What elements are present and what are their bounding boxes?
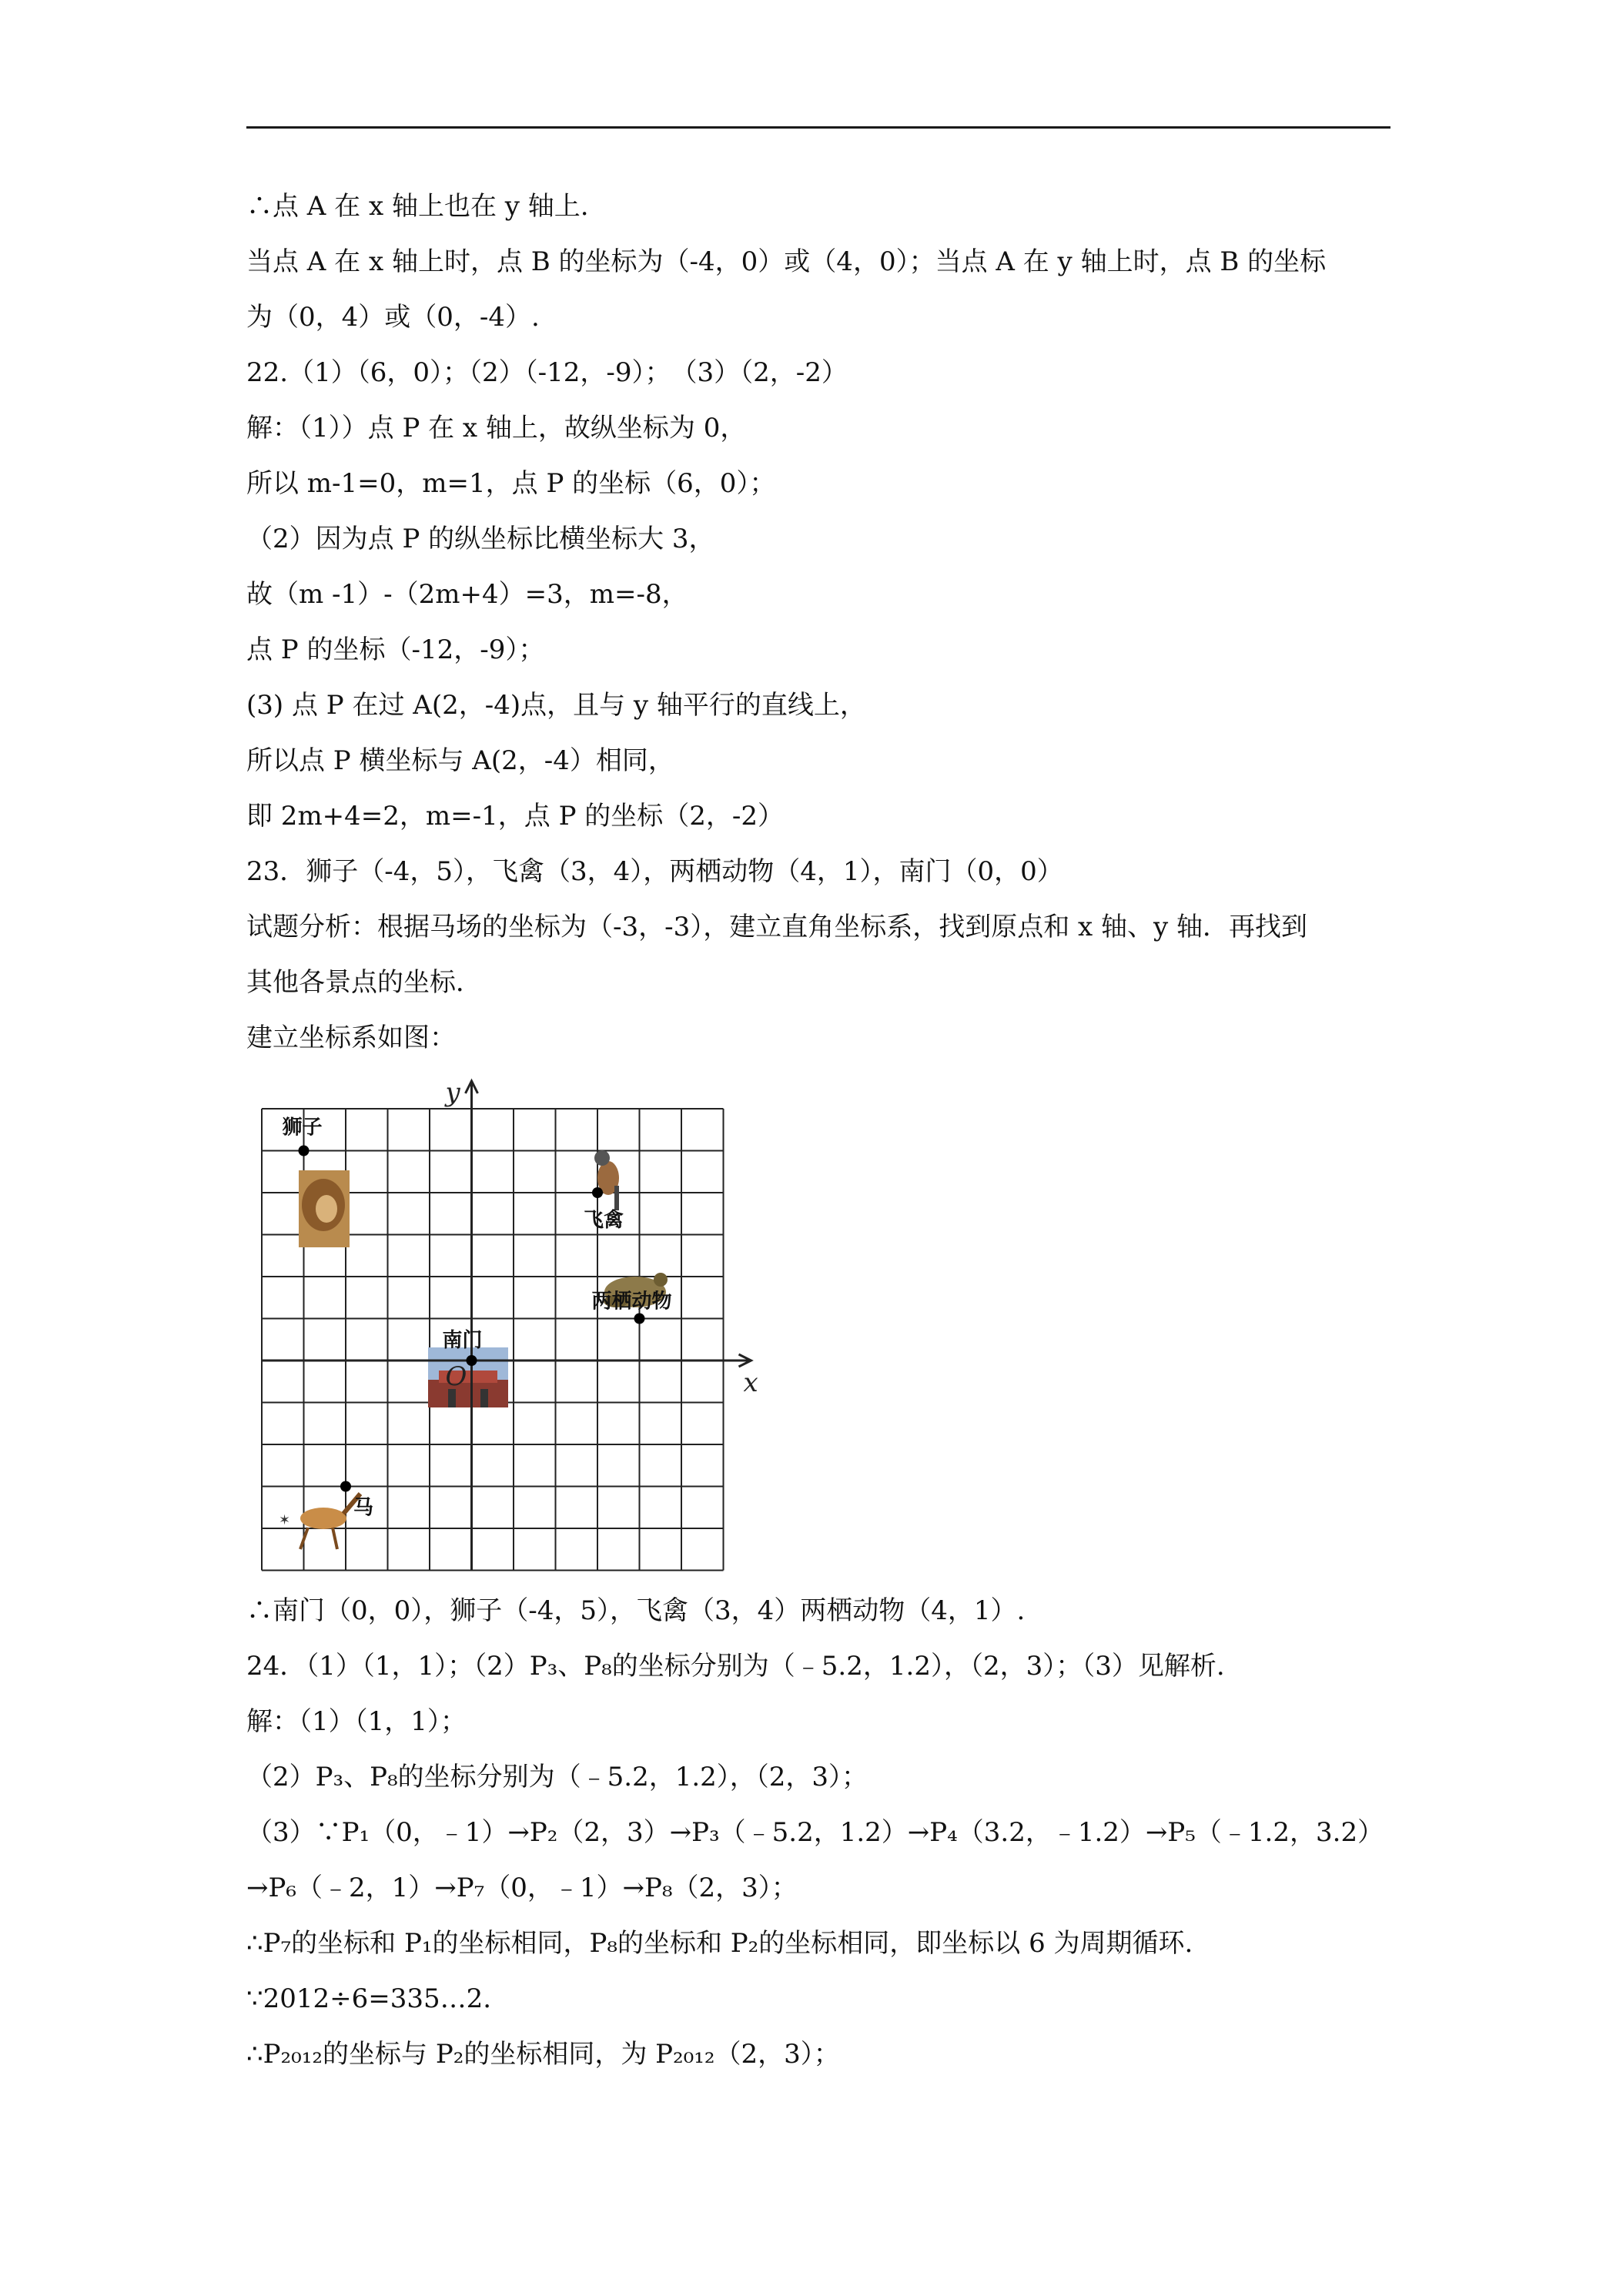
text-line: 22.（1）（6，0）；（2）（-12，-9）； （3）（2，-2） [246,357,848,388]
text-line: ∴点 A 在 x 轴上也在 y 轴上. [246,191,589,222]
text-line: 23．狮子（-4，5），飞禽（3，4），两栖动物（4，1），南门（0，0） [246,856,1063,887]
text-line: ∴P₇的坐标和 P₁的坐标相同，P₈的坐标和 P₂的坐标相同，即坐标以 6 为周期循环. [246,1928,1193,1959]
text-line: 所以 m-1=0，m=1，点 P 的坐标（6，0）； [246,468,776,499]
point-mark [634,1314,645,1324]
text-line: 其他各景点的坐标． [246,967,482,998]
text-line: (3) 点 P 在过 A(2，-4)点，且与 y 轴平行的直线上， [246,690,866,721]
text-line: ∴南门（0，0），狮子（-4，5），飞禽（3，4）两栖动物（4，1）. [246,1595,1026,1626]
lion-picture [299,1170,350,1247]
point-label: 飞禽 [584,1209,624,1232]
coordinate-grid-svg [246,1078,770,1586]
text-line: 建立坐标系如图： [246,1022,456,1053]
point-mark [467,1355,477,1366]
text-line: 解：（1））点 P 在 x 轴上，故纵坐标为 0， [246,413,747,443]
text-line: 当点 A 在 x 轴上时，点 B 的坐标为（-4，0）或（4，0）；当点 A 在 y 轴上时，点 B 的坐标 [246,246,1327,277]
x-axis-label: x [743,1367,758,1398]
origin-label: O [445,1361,467,1392]
point-label: 狮子 [282,1116,323,1140]
svg-text:✶: ✶ [279,1512,291,1528]
coordinate-figure [246,1078,770,1586]
text-line: 所以点 P 横坐标与 A(2，-4）相同， [246,745,674,776]
axes [262,1078,758,1571]
point-label: 两栖动物 [591,1290,672,1314]
text-line: 即 2m+4=2，m=-1，点 P 的坐标（2，-2） [246,801,785,832]
text-line: ∵2012÷6=335…2. [246,1983,492,2014]
text-line: 试题分析：根据马场的坐标为（-3，-3），建立直角坐标系，找到原点和 x 轴、y 轴．再找到 [246,912,1308,942]
text-line: 解：（1）（1，1）； [246,1706,467,1737]
text-line: （2）因为点 P 的纵坐标比横坐标大 3， [246,524,715,554]
text-line: 24．（1）（1，1）；（2）P₃、P₈的坐标分别为（﹣5.2，1.2），（2，3）；（3）见解析. [246,1651,1225,1682]
horse-picture [279,1494,360,1549]
text-line: 为（0，4）或（0，-4）. [246,302,540,333]
point-label: 马 [353,1496,374,1520]
text-line: 点 P 的坐标（-12，-9）； [246,634,545,665]
text-line: （3）∵P₁（0，﹣1）→P₂（2，3）→P₃（﹣5.2，1.2）→P₄（3.2，﹣1.2）→P₅（﹣1.2，3.2） [246,1817,1384,1848]
text-line: →P₆（﹣2，1）→P₇（0，﹣1）→P₈（2，3）； [246,1873,798,1903]
text-line: ∴P₂₀₁₂的坐标与 P₂的坐标相同，为 P₂₀₁₂（2，3）； [246,2039,840,2070]
y-axis-label: y [445,1078,460,1108]
text-line: 故（m -1）-（2m+4）=3，m=-8， [246,579,688,610]
point-mark [340,1481,351,1492]
point-mark [592,1187,603,1198]
point-label: 南门 [442,1329,483,1352]
point-mark [299,1146,310,1156]
text-line: （2）P₃、P₈的坐标分别为（﹣5.2，1.2），（2，3）； [246,1762,868,1792]
header-rule [246,126,1390,129]
